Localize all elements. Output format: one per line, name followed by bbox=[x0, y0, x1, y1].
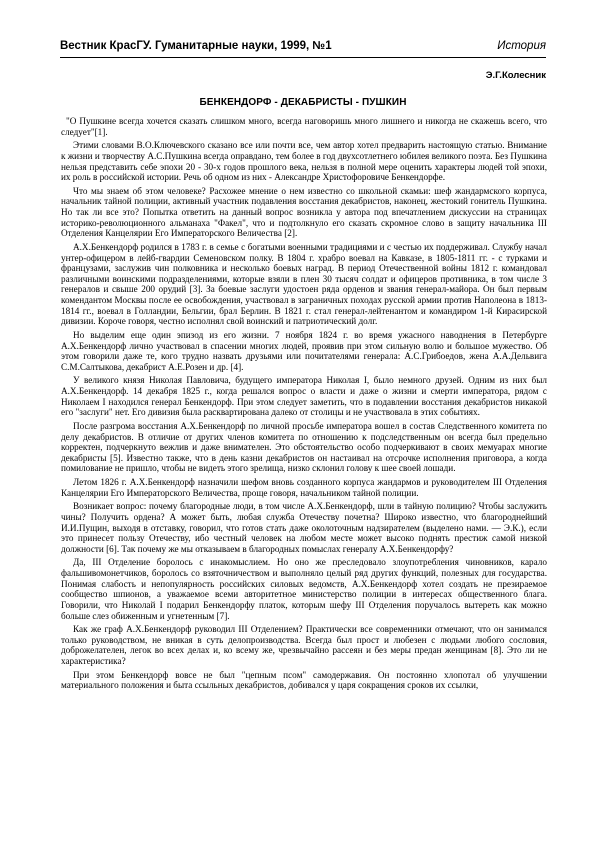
body-paragraph: Этими словами В.О.Ключевского сказано все или почти все, чем автор хотел предварить настоящую статью. Внимание к жизни и творчеству А.С.Пушкина всегда оправдано, тем более в год двухсотлетнего юбилея великого поэта. Без Пушкина нельзя представить себе эпохи 20 - 30-х годов прошлого века, нельзя в полной мере оценить характеры людей той эпохи, их роль в российской истории. Речь об одном из них - Александре Христофоровиче Бенкендорфе. bbox=[61, 140, 547, 183]
section-name: История bbox=[497, 40, 546, 52]
body-paragraph: Как же граф А.Х.Бенкендорф руководил III Отделением? Практически все современники отмечают, что он занимался только руководством, не вникая в суть делопроизводства. Всегда был прост и любезен с людьми любого сословия, доброжелателен, легок во всех делах и, ко всему же, чрезвычайно рассеян и без меры предан женщинам [8]. Это ли не характеристика? bbox=[61, 624, 547, 666]
body-paragraph: Возникает вопрос: почему благородные люди, в том числе А.Х.Бенкендорф, шли в тайную полицию? Чтобы заслужить чины? Получить ордена? А может быть, любая служба Отечеству почетна? Широко известно, что благороднейший И.И.Пущин, выходя в отставку, говорил, что готов стать даже околоточным надзирателем (выделено нами. — Э.К.), если это принесет пользу Отечеству, ибо честный человек на любом месте может высоко поднять престиж самой низкой должности [6]. Так почему же мы отказываем в благородных помыслах генералу А.Х.Бенкендорфу? bbox=[61, 501, 547, 554]
body-paragraph: Летом 1826 г. А.Х.Бенкендорф назначили шефом вновь созданного корпуса жандармов и руководителем III Отделения Канцелярии Его Императорского Величества, проще говоря, начальником тайной полиции. bbox=[61, 477, 547, 498]
article-author: Э.Г.Колесник bbox=[485, 70, 546, 81]
body-paragraph: После разгрома восстания А.Х.Бенкендорф по личной просьбе императора вошел в состав Следственного комитета по делу декабристов. В отличие от других членов комитета по отношению к подследственным он всегда был предельно корректен, подчеркнуто вежлив и даже внимателен. Это обстоятельство особо подчеркивают в своих мемуарах многие декабристы [5]. Известно также, что в день казни декабристов он настаивал на отсрочке исполнения приговора, а когда помилование не пришло, чтобы не видеть этого зрелища, низко склонил голову к шее своей лошади. bbox=[61, 420, 547, 474]
header-divider bbox=[60, 57, 546, 58]
journal-title: Вестник КрасГУ. Гуманитарные науки, 1999, №1 bbox=[60, 40, 332, 52]
body-paragraph: А.Х.Бенкендорф родился в 1783 г. в семье с богатыми военными традициями и с честью их поддерживал. Службу начал унтер-офицером в лейб-гвардии Семеновском полку. В 1804 г. храбро воевал на Кавказе, в 1805-1811 гг. - с турками и французами, заслужив чин полковника и несколько боевых наград. В период Отечественной войны 1812 г. командовал различными воинскими подразделениями, которые взяли в плен 30 тысяч солдат и офицеров противника, в том числе 3 генералов и свыше 200 орудий [3]. За боевые заслуги удостоен ряда орденов и звания генерал-майора. Он был первым комендантом Москвы после ее освобождения, участвовал в заграничных походах русской армии против Наполеона в 1813-1814 гг., воевал в Голландии, Бельгии, брал Берлин. В 1821 г. стал генерал-лейтенантом и командиром 1-й Кирасирской дивизии. Короче говоря, честно исполнял свой воинский и патриотический долг. bbox=[61, 241, 547, 327]
body-paragraph: Что мы знаем об этом человеке? Расхожее мнение о нем известно со школьной скамьи: шеф жандармского корпуса, начальник тайной полиции, активный участник подавления восстания декабристов, наконец, жестокий гонитель Пушкина. Но так ли все это? Попытка ответить на данный вопрос возникла у автора под впечатлением дискуссии на страницах историко-революционного альманаха "Факел", что и подтолкнуло его сказать скромное слово в защиту начальника III Отделения Канцелярии Его Императорского Величества [2]. bbox=[61, 185, 547, 239]
article-body bbox=[61, 116, 547, 846]
running-header bbox=[60, 40, 546, 54]
body-paragraph: Да, III Отделение боролось с инакомыслием. Но оно же преследовало злоупотребления чиновников, карало фальшивомонетчиков, боролось со взяточничеством и выполняло целый ряд других функций, полезных для государства. Понимая слабость и непопулярность российских силовых ведомств, А.Х.Бенкендорф хотел создать не презираемое сообщество шпионов, а уважаемое всеми авторитетное министерство полиции в интересах общественного блага. Говорили, что Николай I подарил Бенкендорфу платок, которым шефу III Отделения поручалось вытереть как можно больше слез обиженным и угнетенным [7]. bbox=[61, 557, 547, 621]
body-paragraph: У великого князя Николая Павловича, будущего императора Николая I, было немного друзей. Одним из них был А.Х.Бенкендорф. 14 декабря 1825 г., когда решался вопрос о власти и даже о жизни и смерти императора, рядом с Николаем I находился генерал Бенкендорф. При этом следует заметить, что в подавлении восстания декабристов никакой его "заслуги" нет. Его дивизия была расквартирована далеко от столицы и не участвовала в этих событиях. bbox=[61, 375, 547, 418]
body-paragraph: Но выделим еще один эпизод из его жизни. 7 ноября 1824 г. во время ужасного наводнения в Петербурге А.Х.Бенкендорф лично участвовал в спасении многих людей, проявив при этом сильную волю и большое мужество. Об этом говорили даже те, кого трудно назвать друзьями или почитателями генерала: А.С.Грибоедов, жена А.А.Дельвига С.М.Салтыкова, декабрист А.Е.Розен и др. [4]. bbox=[61, 329, 547, 372]
epigraph-paragraph: "О Пушкине всегда хочется сказать слишком много, всегда наговоришь много лишнего и никогда не скажешь всего, что следует"[1]. bbox=[61, 116, 547, 137]
body-paragraph: При этом Бенкендорф вовсе не был "цепным псом" самодержавия. Он постоянно хлопотал об улучшении материального положения и быта ссыльных декабристов, добивался у царя сокращения сроков их ссылки, bbox=[61, 669, 547, 691]
article-title: БЕНКЕНДОРФ - ДЕКАБРИСТЫ - ПУШКИН bbox=[199, 97, 407, 108]
